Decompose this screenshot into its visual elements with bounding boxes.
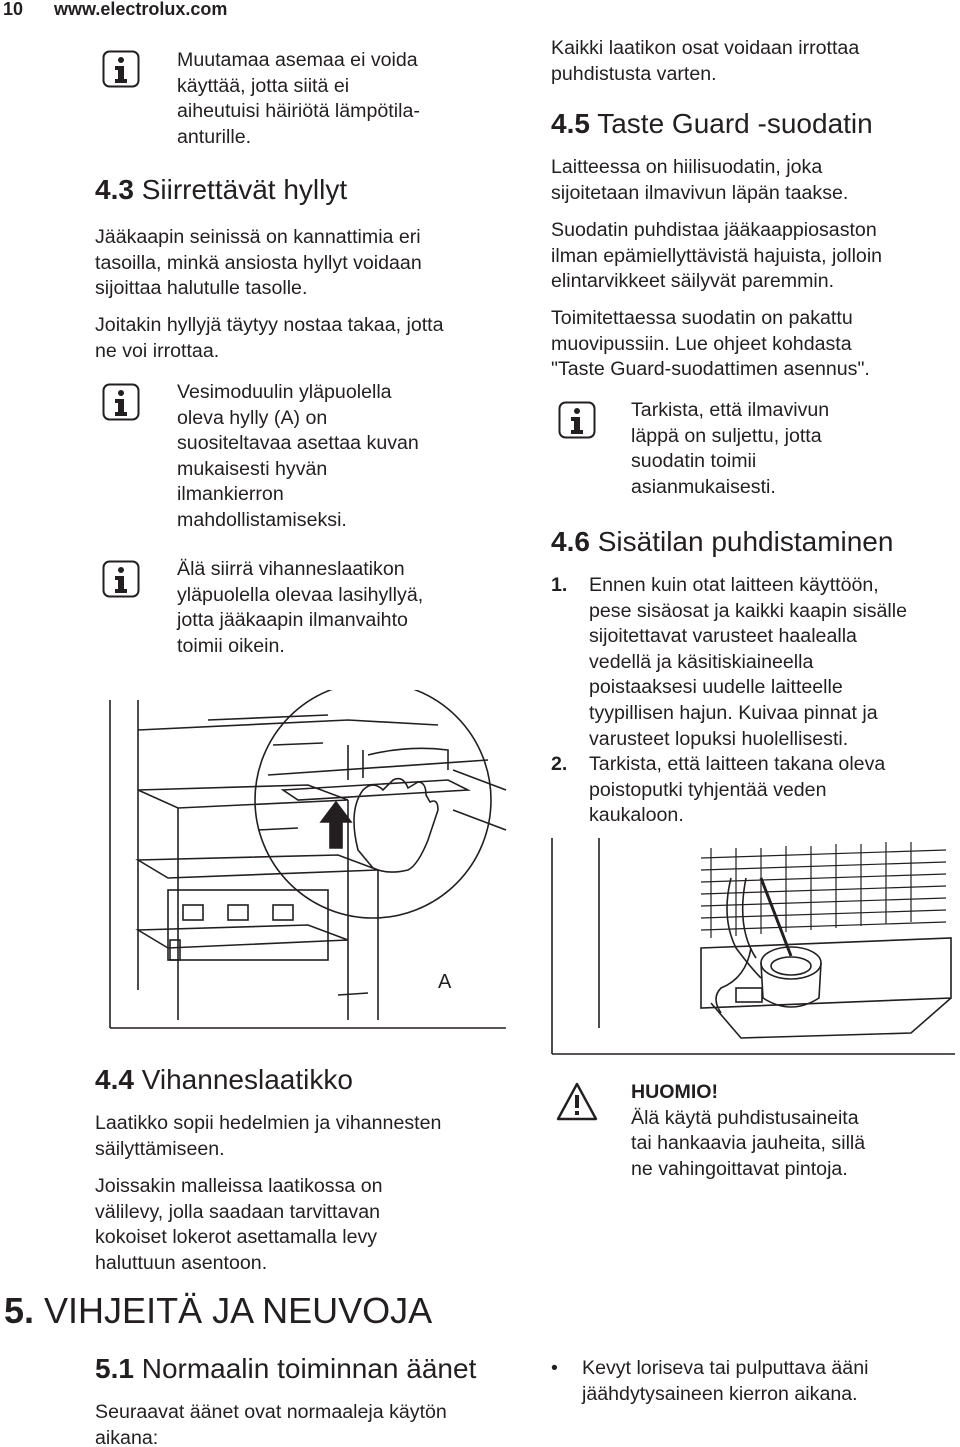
section-heading-4-3: 4.3 Siirrettävät hyllyt [95,174,348,205]
paragraph-crisper-use: Laatikko sopii hedelmien ja vihannesten säilyttämiseen. [95,1112,442,1160]
numbered-list [551,573,907,829]
warning-icon [556,1082,598,1122]
info-icon [558,401,596,439]
figure-label-a: A [438,971,452,993]
info-note-shelf-a: Vesimoduulin yläpuolella oleva hylly (A) on suositeltavaa asettaa kuvan mukaisesti hyvän ilmankierron mahdollistamiseksi. [177,381,419,531]
info-icon [102,383,140,421]
paragraph-shelf-supports: Jääkaapin seinissä on kannattimia eri tasoilla, minkä ansiosta hyllyt voidaan sijoittaa halutulle tasolle. [95,226,422,300]
section-heading-5-1: 5.1 Normaalin toiminnan äänet [95,1353,477,1384]
section-heading-4-5: 4.5 Taste Guard -suodatin [551,108,873,139]
paragraph-crisper-divider: Joissakin malleissa laatikossa on välilevy, jolla saadaan tarvittavan kokoiset lokerot asettamalla levy haluttuun asentoon. [95,1175,383,1274]
paragraph-removable-parts: Kaikki laatikon osat voidaan irrottaa puhdistusta varten. [551,37,860,85]
section-heading-4-4: 4.4 Vihanneslaatikko [95,1064,353,1095]
paragraph-filter-delivery: Toimitettaessa suodatin on pakattu muovipussiin. Lue ohjeet kohdasta "Taste Guard-suodattimen asennus". [551,307,870,381]
bullet-item: • Kevyt loriseva tai pulputtava ääni jäähdytysaineen kierron aikana. [551,1357,869,1405]
info-icon [102,50,140,88]
bullet-symbol: • [551,1357,558,1379]
section-heading-4-6: 4.6 Sisätilan puhdistaminen [551,526,894,557]
info-note-glass-shelf: Älä siirrä vihanneslaatikon yläpuolella olevaa lasihyllyä, jotta jääkaapin ilmanvaihto toimii oikein. [177,558,424,657]
info-note-air-flap: Tarkista, että ilmavivun läppä on suljettu, jotta suodatin toimii asianmukaisesti. [631,399,830,498]
info-note-sensors: Muutamaa asemaa ei voida käyttää, jotta siitä ei aiheutuisi häiriötä lämpötila- anturille. [177,49,420,148]
website-url: www.electrolux.com [54,0,228,19]
list-item: 2. Tarkista, että laitteen takana oleva poistoputki tyhjentää veden kaukaloon. [551,753,886,827]
info-icon [102,560,140,598]
paragraph-carbon-filter: Laitteessa on hiilisuodatin, joka sijoitetaan ilmavivun läpän taakse. [551,156,849,204]
warning-note: HUOMIO! Älä käytä puhdistusaineita tai hankaavia jauheita, sillä ne vahingoittavat pintoja. [631,1081,866,1180]
paragraph-normal-sounds: Seuraavat äänet ovat normaaleja käytön aikana: [95,1401,447,1447]
warning-title: HUOMIO! [631,1081,719,1103]
list-item: 1. Ennen kuin otat laitteen käyttöön, pese sisäosat ja kaikki kaapin sisälle sijoitettavat varusteet haalealla vedellä ja käsitiskiaineella poistaaksesi uudelle laitteelle tyypillisen hajun. Kuivaa pinnat ja varusteet lopuksi huolellisesti. [551,574,908,750]
shelf-illustration [108,690,508,1030]
drain-illustration [551,838,956,1056]
chapter-heading-5: 5. VIHJEITÄ JA NEUVOJA [4,1290,433,1331]
paragraph-filter-purpose: Suodatin puhdistaa jääkaappiosaston ilman epämiellyttävistä hajuista, jolloin elintarvikkeet säilyvät paremmin. [551,219,883,293]
paragraph-lift-shelves: Joitakin hyllyjä täytyy nostaa takaa, jotta ne voi irrottaa. [95,314,444,362]
page-number: 10 [3,0,24,19]
